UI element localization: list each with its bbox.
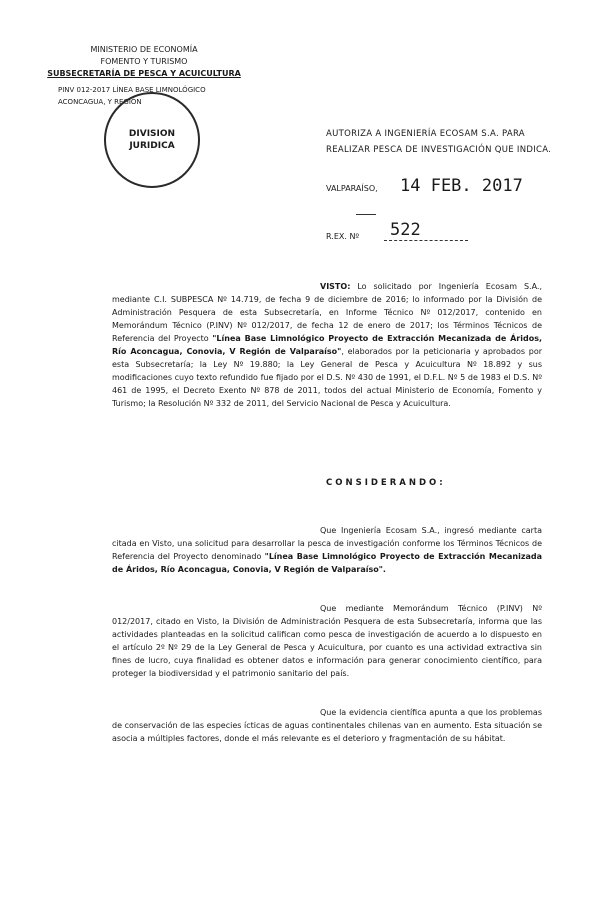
division-juridica-stamp (104, 92, 200, 188)
reference-line-1: PINV 012-2017 LÍNEA BASE LIMNOLÓGICO (58, 86, 206, 94)
considerando-paragraph-2 (112, 602, 542, 680)
visto-paragraph (112, 280, 542, 410)
stamp-line-2: JURIDICA (129, 141, 175, 151)
stamp-text (106, 128, 198, 152)
reference-line-2: ACONCAGUA, Y REGIÓN (58, 98, 142, 106)
ministry-line-1: MINISTERIO DE ECONOMÍA (90, 45, 198, 54)
considerando-heading: CONSIDERANDO: (326, 478, 446, 488)
resolution-label: R.EX. Nº (326, 232, 360, 241)
visto-text-2: , elaborados por la peticionaria y aprobados por esta Subsecretaría; la Ley Nº 19.880; la Ley General de Pesca y Acuicultura Nº 18.892 y sus modificaciones cuyo texto refundido fue fijado por el D.S. Nº 430 de 1991, el D.F.L. Nº 5 de 1983 el D.S. Nº 461 de 1995, el Decreto Exento Nº 878 de 2011, todos del actual Ministerio de Economía, Fomento y Turismo; la Resolución Nº 332 de 2011, del Servicio Nacional de Pesca y Acuicultura. (112, 347, 542, 408)
resolution-number: 522 (390, 220, 421, 240)
stamp-line-1: DIVISION (128, 129, 176, 139)
divider (356, 214, 376, 215)
visto-text-1: Lo solicitado por Ingeniería Ecosam S.A., mediante C.I. SUBPESCA Nº 14.719, de fecha 9 de diciembre de 2016; lo informado por la División de Administración Pesquera de esta Subsecretaría, en Informe Técnico Nº 012/2017, contenido en Memorándum Técnico (P.INV) Nº 012/2017, de fecha 12 de enero de 2017; los Términos Técnicos de Referencia del Proyecto (112, 282, 542, 343)
ministry-name (44, 44, 244, 80)
ministry-line-2: FOMENTO Y TURISMO (100, 57, 188, 66)
considerando-p2-text: Que mediante Memorándum Técnico (P.INV) Nº 012/2017, citado en Visto, la División de Administración Pesquera de esta Subsecretaría, informa que las actividades planteadas en la solicitud califican como pesca de investigación de acuerdo a lo dispuesto en el artículo 2º Nº 29 de la Ley General de Pesca y Acuicultura, por cuanto es una actividad extractiva sin fines de lucro, cuya finalidad es obtener datos e información para generar conocimiento científico, para proteger la biodiversidad y el patrimonio sanitario del país. (112, 604, 542, 678)
resolution-subject: AUTORIZA A INGENIERÍA ECOSAM S.A. PARA REALIZAR PESCA DE INVESTIGACIÓN QUE INDICA. (326, 129, 552, 155)
considerando-p1-project: "Línea Base Limnológico Proyecto de Extracción Mecanizada de Áridos, Río Aconcagua, Conovia, V Región de Valparaíso". (112, 552, 542, 574)
date-stamp: 14 FEB. 2017 (400, 176, 523, 196)
city-label: VALPARAÍSO, (326, 184, 378, 193)
considerando-paragraph-1 (112, 524, 542, 576)
considerando-p3-text: Que la evidencia científica apunta a que los problemas de conservación de las especies ícticas de aguas continentales chilenas van en aumento. Esta situación se asocia a múltiples factores, donde el más relevante es el deterioro y fragmentación de su hábitat. (112, 708, 542, 743)
visto-heading: VISTO: (320, 282, 351, 291)
considerando-paragraph-3 (112, 706, 542, 745)
visto-project-name: "Línea Base Limnológico Proyecto de Extracción Mecanizada de Áridos, Río Aconcagua, Conovia, V Región de Valparaíso" (112, 334, 543, 356)
considerando-p1-text: Que Ingeniería Ecosam S.A., ingresó mediante carta citada en Visto, una solicitud para desarrollar la pesca de investigación conforme los Términos Técnicos de Referencia del Proyecto denominado (112, 526, 542, 561)
subsecretaria-name: SUBSECRETARÍA DE PESCA Y ACUICULTURA (47, 69, 241, 78)
resolution-underline (384, 240, 468, 241)
